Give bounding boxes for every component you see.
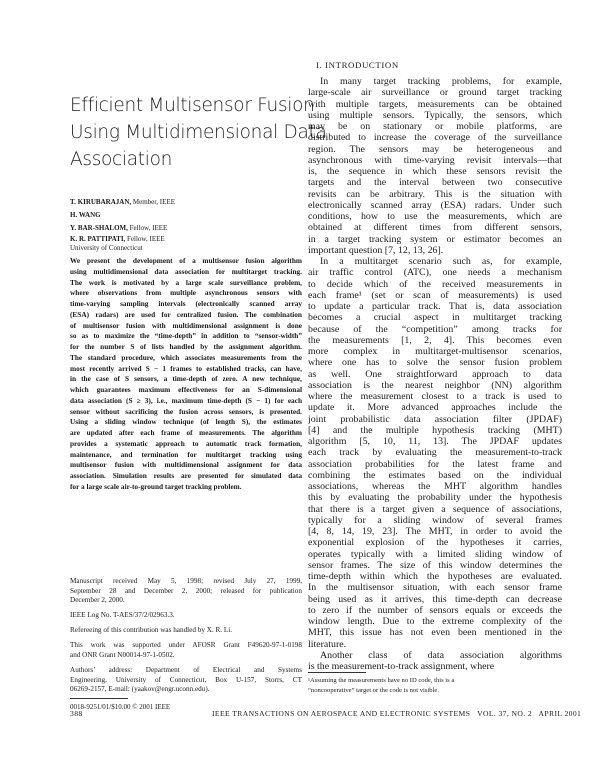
body-line: air traffic control (ATC), one needs a mechanism: [308, 267, 562, 279]
footnote-line: IEEE Log No. T-AES/37/2/02963.3.: [70, 611, 175, 620]
body-line: joint probabilistic data association filter (JPDAF): [308, 413, 562, 425]
body-line: combining the estimates based on the individual: [308, 469, 562, 481]
body-line: time-depth within which the hypotheses are evaluated.: [308, 571, 562, 582]
abstract-line: of multisensor fusion with multidimensional assignment is done: [70, 320, 302, 330]
intro-footnote: [308, 676, 508, 695]
body-line: conditions, how to use the measurements, which are: [308, 211, 562, 222]
body-line: to update a particular track. That is, data association: [308, 301, 562, 312]
body-line: association is the nearest neighbor (NN) algorithm: [308, 379, 562, 391]
page-number: 388: [70, 709, 83, 718]
author-name: K. R. PATTIPATI,: [70, 235, 126, 243]
footnote-paragraph: [70, 641, 302, 660]
body-line: where the measurement closest to a track is used to: [308, 391, 562, 402]
abstract-line: provides a systematic approach to automatic track formation,: [70, 438, 302, 448]
introduction-body: [308, 76, 562, 672]
footnote-line: Engineering, University of Connecticut, Box U-157, Storrs, CT: [70, 675, 302, 684]
body-line: operates typically with a limited sliding window of: [308, 548, 562, 560]
body-line: distributed to increase the coverage of the surveillance: [308, 132, 562, 144]
body-line: as well. One straightforward approach to data: [308, 368, 562, 380]
body-line: region. The sensors may be heterogeneous and: [308, 143, 562, 155]
body-line: revisits can be arbitrary. This is the situation with: [308, 188, 562, 200]
body-line: [4] and the multiple hypothesis tracking (MHT): [308, 424, 562, 436]
author: [70, 235, 175, 244]
body-line: may be on stationary or mobile platforms, are: [308, 121, 562, 132]
abstract-line: maintenance, and termination for multitarget tracking using: [70, 449, 302, 459]
body-line: with multiple targets, measurements can be obtained: [308, 98, 562, 110]
body-line: important question [7, 12, 13, 26].: [308, 244, 444, 256]
author-title: Fellow, IEEE: [127, 235, 165, 243]
body-line: associations, whereas the MHT algorithm handles: [308, 481, 562, 492]
author-name: H. WANG: [70, 211, 101, 219]
body-line: the measurements [1, 2, 4]. This becomes even: [308, 334, 562, 346]
first-page-footnotes: [70, 577, 302, 695]
author-name: Y. BAR-SHALOM,: [70, 224, 128, 232]
body-line: electronically scanned array (ESA) radars. Under such: [308, 199, 562, 211]
abstract-line: so as to maximize the “time-depth” in addition to “sensor-width”: [70, 331, 302, 341]
abstract: [70, 256, 302, 493]
abstract-line: Using a sliding window technique (of length S), the estimates: [70, 417, 302, 427]
abstract-line: association. Simulation results are presented for simulated data: [70, 471, 302, 480]
body-line: In a multitarget scenario such as, for example,: [320, 256, 562, 267]
footnote-line: Manuscript received May 5, 1998; revised July 27, 1999,: [70, 577, 302, 585]
abstract-line: which guarantees maximum effectiveness for an S-dimensional: [70, 385, 302, 394]
body-line: algorithm [5, 10, 11, 13]. The JPDAF updates: [308, 436, 562, 447]
author-list: [70, 196, 175, 252]
body-line: being used as it arrives, this time-depth can decrease: [308, 593, 562, 605]
body-line: to zero if the number of sensors equals or exceeds the: [308, 604, 562, 616]
footnote-line: Authors’ address: Department of Electrical and Systems: [70, 666, 302, 675]
body-line: is, the sequence in which these sensors revisit the: [308, 166, 562, 177]
author-title: Fellow, IEEE: [129, 224, 168, 232]
title-line: Efficient Multisensor Fusion: [70, 95, 315, 116]
footnote-paragraph: [70, 626, 302, 636]
body-line: because of the “competition” among tracks for: [308, 323, 562, 335]
abstract-line: (ESA) radars) are used for centralized fusion. The combination: [70, 309, 302, 319]
author: [70, 209, 175, 222]
abstract-line: time-varying sampling intervals (electronically scanned array: [70, 299, 302, 308]
paper-title: [70, 92, 327, 173]
body-line: In many target tracking problems, for example,: [320, 76, 562, 87]
footnote-rule: [308, 672, 366, 673]
footnote-line: Refereeing of this contribution was handled by X. R. Li.: [70, 626, 233, 635]
body-line: to decide which of the received measurements in: [308, 278, 562, 290]
title-line: Association: [70, 149, 173, 170]
author: [70, 222, 175, 235]
footnote-line: 06269-2157, E-mail: (yaakov@engr.uconn.edu).: [70, 685, 210, 694]
abstract-line: The standard procedure, which associates measurements from the: [70, 352, 302, 362]
abstract-line: are updated after each frame of measurements. The algorithm: [70, 428, 302, 437]
body-line: using multiple sensors. Typically, the sensors, which: [308, 109, 562, 121]
abstract-line: for the number S of lists handled by the assignment algorithm.: [70, 342, 302, 351]
section-heading: I. INTRODUCTION: [316, 60, 399, 70]
body-line: where one has to solve the sensor fusion problem: [308, 357, 562, 369]
footnote-paragraph: [70, 611, 302, 621]
body-line: is the measurement-to-track assignment, where: [308, 661, 495, 672]
abstract-line: for a large scale air-to-ground target tracking problem.: [70, 481, 242, 491]
abstract-line: We present the development of a multisensor fusion algorithm: [70, 256, 302, 265]
abstract-line: using multidimensional data association for multitarget tracking.: [70, 266, 302, 276]
author: [70, 196, 175, 209]
abstract-line: in the case of S sensors, a time-depth of zero. A new technique,: [70, 374, 302, 384]
author-name: T. KIRUBARAJAN,: [70, 198, 132, 206]
body-line: exponential explosion of the hypotheses it carries,: [308, 537, 562, 549]
footnote-line: ¹Assuming the measurements have no ID code, this is a: [308, 677, 455, 684]
abstract-line: most recently arrived S − 1 frames to established tracks, can have,: [70, 363, 302, 373]
body-line: update it. More advanced approaches include the: [308, 402, 562, 414]
body-line: MHT, this issue has not even been mentioned in the: [308, 627, 562, 639]
body-line: literature.: [308, 638, 347, 650]
body-line: asynchronous with time-varying revisit intervals—that: [308, 154, 562, 166]
body-line: obtained at different times from different sensors,: [308, 222, 562, 234]
body-line: Another class of data association algorithms: [320, 649, 562, 661]
abstract-line: The work is motivated by a large scale surveillance problem,: [70, 277, 302, 287]
body-line: typically for a sliding window of several frames: [308, 514, 562, 526]
author-title: Member, IEEE: [132, 198, 175, 206]
footnote-line: “noncooperative” target or the code is not visible.: [308, 686, 439, 694]
footnote-line: This work was supported under AFOSR Grant F49620-97-1-0198: [70, 641, 302, 650]
body-line: large-scale air surveillance or ground target tracking: [308, 87, 562, 99]
body-line: targets and the interval between two consecutive: [308, 177, 562, 189]
body-line: sensor frames. The size of this window determines the: [308, 559, 562, 571]
abstract-line: sensor without sacrificing the fusion across sensors, is presented.: [70, 406, 302, 416]
body-line: [4, 8, 14, 19, 23]. The MHT, in order to avoid the: [308, 526, 562, 537]
abstract-line: where observations from multiple asynchronous sensors with: [70, 288, 302, 298]
body-line: this by evaluating the probability under the hypothesis: [308, 492, 562, 504]
affiliation: University of Connecticut: [70, 244, 143, 252]
title-line: Using Multidimensional Data: [70, 122, 327, 143]
issn-copyright: 0018-9251/01/$10.00 © 2001 IEEE: [70, 703, 171, 711]
body-line: association probabilities for the latest frame and: [308, 458, 562, 470]
footnote-line: December 2, 2000.: [70, 596, 125, 605]
journal-footer: IEEE TRANSACTIONS ON AEROSPACE AND ELECTRONIC SYSTEMS VOL. 37, NO. 2 APRIL 2001: [212, 709, 582, 718]
abstract-line: data association (S ≥ 3), i.e., maximum time-depth (S − 1) for each: [70, 395, 302, 405]
body-line: each track by evaluating the measurement-to-track: [308, 447, 562, 459]
footnote-paragraph: [70, 577, 302, 606]
footnote-line: and ONR Grant N00014-97-1-0502.: [70, 651, 175, 660]
abstract-line: multisensor fusion with multidimensional assignment for data: [70, 460, 302, 470]
body-line: more complex in multitarget-multisensor scenarios,: [308, 346, 562, 357]
footnote-rule: [70, 698, 128, 699]
footnote-line: September 28 and December 2, 2000; released for publication: [70, 586, 302, 595]
footnote-paragraph: [70, 666, 302, 695]
body-line: becomes a crucial aspect in multitarget tracking: [308, 312, 562, 324]
body-line: that there is a target given a sequence of associations,: [308, 503, 562, 515]
body-line: In the multisensor situation, with each sensor frame: [308, 582, 562, 594]
body-line: in a target tracking system or estimator becomes an: [308, 233, 562, 245]
body-line: window length. Due to the extreme complexity of the: [308, 616, 562, 627]
body-line: each frame¹ (set or scan of measurements) is used: [308, 289, 562, 301]
